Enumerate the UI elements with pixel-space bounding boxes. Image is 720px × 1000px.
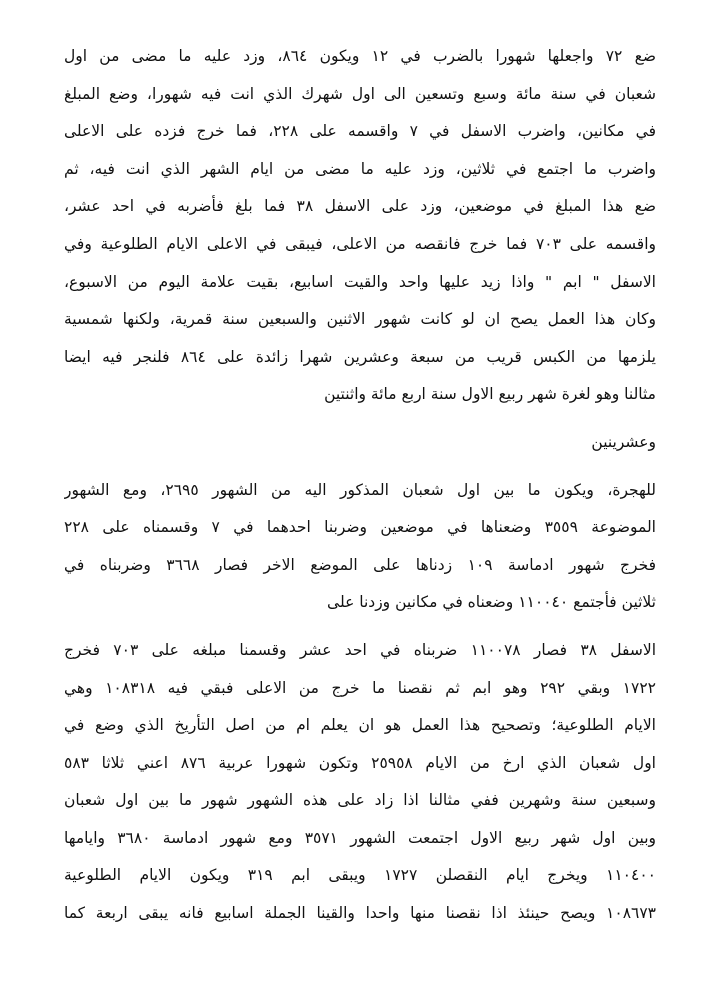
text-line: ضع ٧٢ واجعلها شهورا بالضرب في ١٢ ويكون ٨٦٤، وزد عليه ما مضى من اول xyxy=(64,47,656,65)
text-line: واقسمه على ٧٠٣ فما خرج فانقصه من الاعلى، فيبقى في الاعلى الايام الطلوعية وفي xyxy=(64,234,656,253)
paragraph-3 xyxy=(64,472,656,622)
text-line: شعبان في سنة مائة وسبع وتسعين الى اول شهرك الذي انت فيه شهورا، وضع المبلغ xyxy=(64,84,656,103)
text-line: في مكانين، واضرب الاسفل في ٧ واقسمه على ٢٢٨، فما خرج فزده على الاعلى xyxy=(64,122,656,141)
text-line: الاسفل ٣٨ فصار ١١٠٠٧٨ ضربناه في احد عشر وقسمنا مبلغه على ٧٠٣ فخرج xyxy=(64,640,656,659)
text-line: ثلاثين فأجتمع ١١٠٠٤٠ وضعناه في مكانين وزدنا على xyxy=(327,593,656,612)
paragraph-spacer xyxy=(64,414,656,424)
paragraph-spacer xyxy=(64,462,656,472)
paragraph-spacer xyxy=(64,622,656,632)
text-line: وبين اول شهر ربيع الاول اجتمعت الشهور ٣٥٧١ ومع شهور ادماسة ٣٦٨٠ وايامها xyxy=(64,828,656,847)
paragraph-4 xyxy=(64,632,656,933)
text-line: للهجرة، ويكون ما بين اول شعبان المذكور اليه من الشهور ٢٦٩٥، ومع الشهور xyxy=(64,480,656,499)
text-line: اول شعبان الذي ارخ من الايام ٢٥٩٥٨ وتكون شهورا عربية ٨٧٦ اعني ثلاثا ٥٨٣ xyxy=(64,753,656,772)
text-line: وسبعين سنة وشهرين ففي مثالنا اذا زاد على هذه الشهور شهور ما بين اول شعبان xyxy=(64,791,656,810)
text-line: مثالنا وهو لغرة شهر ربيع الاول سنة اربع مائة واثنتين xyxy=(324,385,656,404)
text-line: ضع هذا المبلغ في موضعين، وزد على الاسفل ٣٨ فما بلغ فأضربه في احد عشر، xyxy=(64,197,656,216)
text-line: الايام الطلوعية؛ وتصحيح هذا العمل هو ان يعلم ام من اصل التأريخ الذي وضع في xyxy=(64,716,656,735)
text-line: ١٠٨٦٧٣ ويصح حينئذ اذا نقصنا منها واحدا والقينا الجملة اسابيع فانه يبقى اربعة كما xyxy=(64,904,656,923)
text-line: يلزمها من الكبس قريب من سبعة وعشرين شهرا زائدة على ٨٦٤ فلنجر فيه ايضا xyxy=(64,347,656,366)
paragraph-1 xyxy=(64,38,656,414)
text-line: الموضوعة ٣٥٥٩ وضعناها في موضعين وضربنا احدهما في ٧ وقسمناه على ٢٢٨ xyxy=(64,518,656,537)
document-page xyxy=(64,38,656,933)
text-line: ١٧٢٢ وبقي ٢٩٢ وهو ابم ثم نقصنا ما خرج من الاعلى فبقي فيه ١٠٨٣١٨ وهي xyxy=(64,678,656,697)
text-line: وعشرينين xyxy=(591,432,656,451)
text-line: الاسفل " ابم " واذا زيد عليها واحد والقيت اسابيع، بقيت علامة اليوم من الاسبوع، xyxy=(64,272,656,291)
text-line: وكان هذا العمل يصح ان لو كانت شهور الاثنين والسبعين سنة قمرية، ولكنها شمسية xyxy=(64,310,656,329)
text-line: فخرج شهور ادماسة ١٠٩ زدناها على الموضع الاخر فصار ٣٦٦٨ وضربناه في xyxy=(64,555,656,574)
text-line: واضرب ما اجتمع في ثلاثين، وزد عليه ما مضى من ايام الشهر الذي انت فيه، ثم xyxy=(64,159,656,178)
text-line: ١١٠٤٠٠ ويخرج ايام النقصلن ١٧٢٧ ويبقى ابم ٣١٩ ويكون الايام الطلوعية xyxy=(64,866,656,885)
paragraph-2 xyxy=(64,424,656,462)
